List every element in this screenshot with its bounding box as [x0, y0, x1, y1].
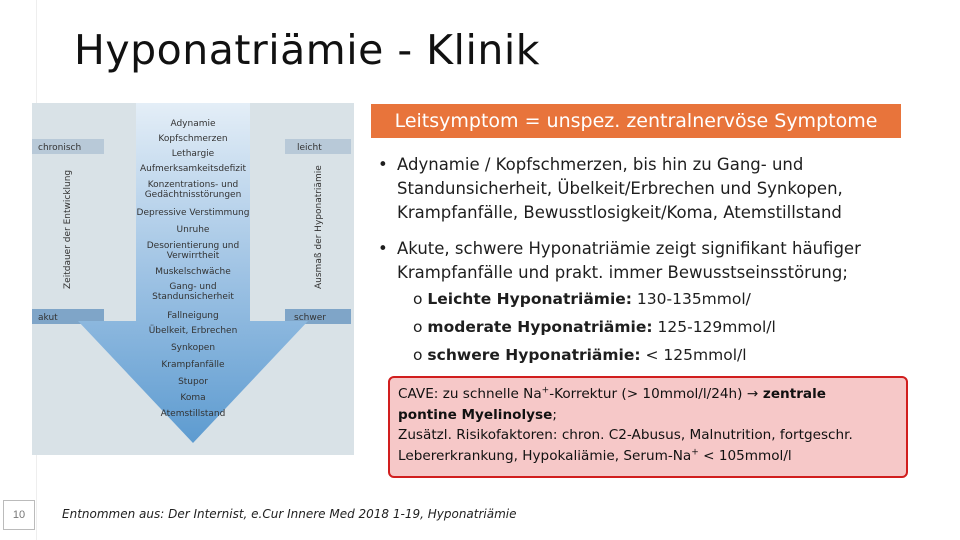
severity-item-moderat [413, 316, 776, 344]
arrow-symptom-item: Gedächtnisstörungen [144, 190, 242, 200]
severity-value: < 125mmol/l [645, 346, 747, 364]
cave-line-3: Zusätzl. Risikofaktoren: chron. C2-Abusus, Malnutrition, fortgeschr. [398, 427, 853, 443]
source-citation: Entnommen aus: Der Internist, e.Cur Innere Med 2018 1-19, Hyponatriämie [62, 507, 517, 521]
severity-item-leicht [413, 288, 776, 316]
cave-text: ; [552, 406, 557, 423]
bullet-text: Akute, schwere Hyponatriämie zeigt signifikant häufiger Krampfanfälle und prakt. immer Bewusstseinsstörung; [397, 239, 861, 282]
symptom-arrow-diagram [32, 103, 354, 455]
cave-sup: + [691, 446, 699, 457]
arrow-symptom-item: Standunsicherheit [152, 292, 234, 302]
bullet-dot: • [378, 239, 388, 258]
arrow-symptom-item: Depressive Verstimmung [136, 208, 250, 218]
arrow-symptom-item: Fallneigung [167, 311, 219, 321]
cave-bold: pontine Myelinolyse [398, 406, 553, 423]
arrow-symptom-item: Synkopen [170, 343, 216, 353]
slide-title: Hyponatriämie - Klinik [74, 26, 540, 74]
arrow-symptom-item: Lethargie [171, 149, 215, 159]
severity-value: 130-135mmol/ [636, 290, 751, 308]
right-axis-label: Ausmaß der Hyponatriämie [314, 165, 324, 289]
severity-value: 125-129mmol/l [657, 318, 776, 336]
arrow-symptom-item: Koma [180, 393, 206, 403]
left-top-label: chronisch [38, 143, 82, 153]
cave-line-4 [398, 446, 898, 467]
bullet-item-1 [378, 153, 908, 225]
bullet-text: Adynamie / Kopfschmerzen, bis hin zu Gang- und Standunsicherheit, Übelkeit/Erbrechen und Synkopen, Krampfanfälle, Bewusstlosigkeit/Koma, Atemstillstand [397, 155, 843, 222]
cave-line-1 [398, 384, 898, 405]
right-bottom-label: schwer [294, 313, 326, 323]
cave-text: CAVE: zu schnelle Na [398, 386, 542, 402]
arrow-symptom-item: Adynamie [170, 119, 216, 129]
symptom-figure [32, 103, 354, 455]
arrow-symptom-item: Übelkeit, Erbrechen [148, 326, 238, 336]
arrow-symptom-item: Stupor [178, 377, 208, 387]
arrow-symptom-item: Verwirrtheit [166, 251, 220, 261]
severity-item-schwer [413, 344, 776, 372]
left-axis-label: Zeitdauer der Entwicklung [63, 169, 73, 289]
severity-list [413, 288, 776, 372]
cave-text: -Korrektur (> 10mmol/l/24h) [549, 386, 747, 402]
arrow-symptom-item: Gang- und [169, 282, 217, 292]
arrow-symptom-item: Aufmerksamkeitsdefizit [139, 164, 247, 174]
arrow-symptom-item: Konzentrations- und [147, 180, 239, 190]
arrow-symptom-item: Atemstillstand [160, 409, 226, 419]
arrow-symptom-item: Muskelschwäche [155, 267, 231, 277]
bullet-item-2 [378, 237, 908, 285]
sub-marker: o [413, 318, 423, 336]
cave-sup: + [541, 385, 550, 396]
cave-line-2 [398, 405, 898, 426]
arrow-symptom-item: Unruhe [176, 225, 210, 235]
page-number: 10 [3, 500, 35, 530]
cave-text: Lebererkrankung, Hypokaliämie, Serum-Na [398, 447, 692, 464]
arrow-symptom-item: Desorientierung und [146, 241, 240, 251]
bullet-dot: • [378, 155, 388, 174]
arrow-symptom-item: Kopfschmerzen [158, 134, 228, 144]
arrow-symptom-item: Krampfanfälle [161, 360, 225, 370]
sub-marker: o [413, 290, 423, 308]
right-top-label: leicht [297, 143, 322, 153]
sub-marker: o [413, 346, 423, 364]
cave-warning-box [388, 376, 908, 478]
cave-text: < 105mmol/l [698, 447, 792, 464]
cave-bold: zentrale [758, 386, 826, 402]
severity-label: Leichte Hyponatriämie: [427, 290, 632, 308]
severity-label: schwere Hyponatriämie: [427, 346, 641, 364]
arrow-right-icon: → [746, 386, 759, 402]
severity-label: moderate Hyponatriämie: [427, 318, 653, 336]
leitsymptom-box: Leitsymptom = unspez. zentralnervöse Symptome [371, 104, 901, 138]
left-bottom-label: akut [38, 313, 58, 323]
bullet-list [378, 153, 908, 297]
